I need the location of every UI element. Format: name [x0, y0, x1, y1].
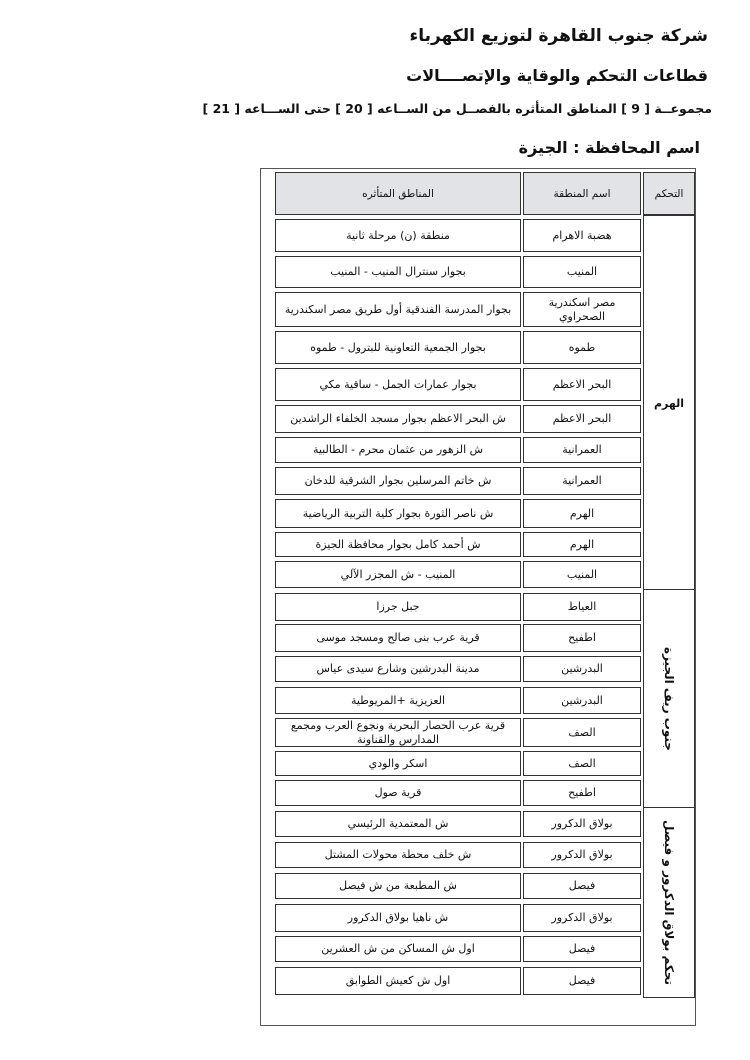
table-row-affected: ش خلف محطة محولات المشتل: [275, 842, 521, 868]
table-row-area: هضبة الاهرام: [523, 219, 641, 252]
table-row-area: مصر اسكندرية الصحراوي: [523, 292, 641, 327]
table-row-area: فيصل: [523, 873, 641, 899]
governorate-label: اسم المحافظة : الجيزة: [518, 138, 700, 157]
control-group-cell: [643, 215, 695, 591]
table-row-affected: جبل جرزا: [275, 593, 521, 621]
table-row-affected: بجوار سنترال المنيب - المنيب: [275, 256, 521, 288]
table-row-affected: ش ناهيا بولاق الدكرور: [275, 904, 521, 932]
control-group-cell: [643, 589, 695, 809]
table-row-affected: مدينة البدرشين وشارع سيدى عياس: [275, 656, 521, 682]
column-header-area: اسم المنطقة: [523, 172, 641, 215]
table-row-area: المنيب: [523, 256, 641, 288]
table-row-area: فيصل: [523, 967, 641, 995]
table-row-area: بولاق الدكرور: [523, 811, 641, 837]
sector-title: قطاعات التحكم والوقاية والإتصــــالات: [406, 66, 708, 85]
table-row-area: الهرم: [523, 499, 641, 528]
table-row-area: البحر الاعظم: [523, 405, 641, 433]
table-row-affected: اول ش كعيش الطوابق: [275, 967, 521, 995]
table-row-affected: قرية صول: [275, 780, 521, 806]
control-group-cell: [643, 807, 695, 998]
group-schedule-line: مجموعــة [ 9 ] المناطق المتأثره بالفصــل من الســاعه [ 20 ] حتى الســـاعه [ 21 ]: [202, 101, 712, 116]
table-row-affected: ش المطبعة من ش فيصل: [275, 873, 521, 899]
table-row-affected: ش أحمد كامل بجوار محافظة الجيزة: [275, 532, 521, 557]
table-row-affected: ش البحر الاعظم بجوار مسجد الخلفاء الراشدين: [275, 405, 521, 433]
table-row-area: البدرشين: [523, 687, 641, 714]
table-row-affected: بجوار عمارات الجمل - ساقية مكي: [275, 368, 521, 401]
table-row-area: البحر الاعظم: [523, 368, 641, 401]
table-row-affected: منطقة (ن) مرحلة ثانية: [275, 219, 521, 252]
table-row-area: بولاق الدكرور: [523, 842, 641, 868]
table-row-area: اطفيح: [523, 780, 641, 806]
table-row-area: العمرانية: [523, 467, 641, 495]
control-group-label: جنوب ريف الجيزة: [662, 647, 676, 751]
table-row-affected: المنيب - ش المجزر الآلي: [275, 561, 521, 588]
affected-areas-table: [260, 168, 696, 1026]
table-row-affected: بجوار الجمعية التعاونية للبترول - طموه: [275, 331, 521, 364]
table-row-area: الهرم: [523, 532, 641, 557]
control-group-label: الهرم: [653, 396, 685, 410]
column-header-affected: المناطق المتأثره: [275, 172, 521, 215]
table-row-area: طموه: [523, 331, 641, 364]
table-row-area: البدرشين: [523, 656, 641, 682]
table-row-affected: ش ناصر الثورة بجوار كلية التربية الرياضية: [275, 499, 521, 528]
table-row-affected: بجوار المدرسة الفندقية أول طريق مصر اسكندرية: [275, 292, 521, 327]
table-row-area: الصف: [523, 718, 641, 747]
table-row-affected: اول ش المساكن من ش العشرين: [275, 936, 521, 962]
company-title: شركة جنوب القاهرة لتوزيع الكهرباء: [409, 26, 708, 46]
table-row-area: فيصل: [523, 936, 641, 962]
table-row-area: العياط: [523, 593, 641, 621]
table-row-affected: قرية عرب بنى صالح ومسجد موسى: [275, 624, 521, 652]
control-group-label: تحكم بولاق الدكرور و فيصل: [662, 819, 676, 986]
column-header-control: التحكم: [643, 172, 695, 215]
table-row-affected: ش الزهور من عثمان محرم - الطالبية: [275, 437, 521, 463]
table-row-area: بولاق الدكرور: [523, 904, 641, 932]
table-row-area: المنيب: [523, 561, 641, 588]
table-row-affected: قرية عرب الحصار البحرية ونجوع العرب ومجمع المدارس والقناونة: [275, 718, 521, 747]
table-row-area: الصف: [523, 751, 641, 776]
table-row-affected: اسكر والودي: [275, 751, 521, 776]
table-row-affected: ش خاتم المرسلين بجوار الشرقية للدخان: [275, 467, 521, 495]
table-row-area: العمرانية: [523, 437, 641, 463]
table-row-affected: ش المعتمدية الرئيسي: [275, 811, 521, 837]
table-row-affected: العزيزية +المريوطية: [275, 687, 521, 714]
table-row-area: اطفيح: [523, 624, 641, 652]
